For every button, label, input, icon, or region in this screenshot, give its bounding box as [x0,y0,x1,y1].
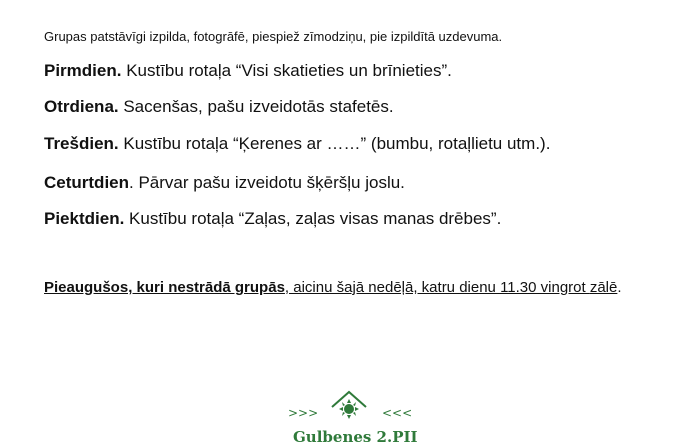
day-tuesday [44,96,394,118]
notice-hall: zālē [589,279,618,296]
intro-text: Grupas patstāvīgi izpilda, fotogrāfē, piespiež zīmodziņu, pie izpildītā uzdevuma. [44,29,503,44]
notice-end: . [617,279,622,296]
day-text: . Pārvar pašu izveidotu šķēršļu joslu. [129,173,405,192]
day-wednesday [44,133,550,155]
day-monday [44,60,452,82]
day-text: Kustību rotaļa “Zaļas, zaļas visas manas drēbes”. [124,209,502,228]
day-text: Kustību rotaļa “Ķerenes ar ……” (bumbu, rotaļlietu utm.). [118,134,551,153]
day-label: Piektdien. [44,209,125,228]
day-label: Pirmdien. [44,61,122,80]
notice-rest: , aicinu šajā nedēļā, katru dienu 11.30 vingrot [284,279,590,296]
logo-sun-icon [339,399,359,419]
logo-name: Gulbenes 2.PII [293,428,418,446]
day-label: Otrdiena. [44,97,119,116]
adults-notice [44,276,656,300]
day-label: Trešdien. [44,134,119,153]
day-text: Sacenšas, pašu izveidotās stafetēs. [118,97,394,116]
day-friday [44,208,501,230]
logo-left-arrows: >>> [288,406,319,420]
logo-right-arrows: <<< [382,406,413,420]
day-label: Ceturtdien [44,173,129,192]
notice-bold: Pieaugušos, kuri nestrādā grupās [44,279,285,296]
day-text: Kustību rotaļa “Visi skatieties un brīnieties”. [121,61,452,80]
day-thursday [44,172,405,194]
